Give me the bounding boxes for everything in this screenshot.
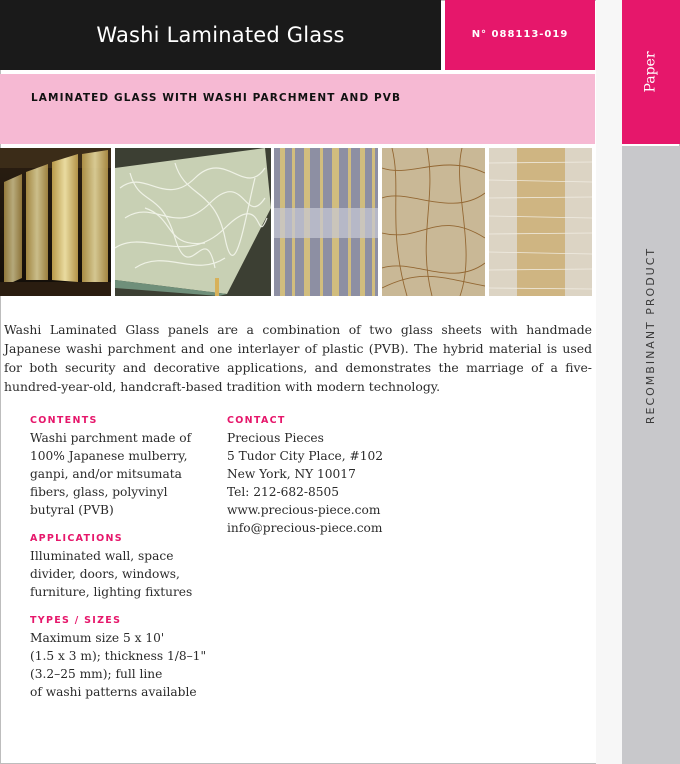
product-type-text: RECOMBINANT PRODUCT	[644, 246, 658, 424]
contents-line: Washi parchment made of	[30, 431, 192, 445]
contents-line: butyral (PVB)	[30, 503, 114, 517]
contents-label: CONTENTS	[30, 415, 98, 426]
contents-line: fibers, glass, polyvinyl	[30, 485, 168, 499]
details-right-column	[227, 413, 427, 549]
applications-line: divider, doors, windows,	[30, 567, 180, 581]
types-sizes-line: (3.2–25 mm); full line	[30, 667, 163, 681]
page-title: Washi Laminated Glass	[96, 23, 345, 47]
side-gutter	[596, 0, 622, 764]
photo-washi-pattern-grain	[489, 148, 592, 296]
applications-line: furniture, lighting fixtures	[30, 585, 193, 599]
photo-glass-slab	[115, 148, 271, 296]
category-text: Paper	[642, 51, 659, 93]
contact-company: Precious Pieces	[227, 431, 324, 445]
page-subtitle: LAMINATED GLASS WITH WASHI PARCHMENT AND PVB	[31, 92, 402, 104]
contact-email: info@precious-piece.com	[227, 521, 383, 535]
contents-line: 100% Japanese mulberry,	[30, 449, 188, 463]
product-number: N° 088113-019	[471, 29, 569, 40]
contact-phone: Tel: 212-682-8505	[227, 485, 340, 499]
product-type-label	[629, 170, 673, 500]
contact-city: New York, NY 10017	[227, 467, 356, 481]
photo-washi-pattern-fibers	[382, 148, 485, 296]
contact-label: CONTACT	[227, 415, 286, 426]
applications-line: Illuminated wall, space	[30, 549, 174, 563]
applications-section	[30, 531, 220, 601]
types-sizes-section	[30, 613, 220, 701]
details-left-column	[30, 413, 220, 713]
contents-section	[30, 413, 220, 519]
applications-label: APPLICATIONS	[30, 533, 123, 544]
types-sizes-line: (1.5 x 3 m); thickness 1/8–1"	[30, 649, 207, 663]
intro-paragraph: Washi Laminated Glass panels are a combination of two glass sheets with handmade Japanese washi parchment and one interlayer of plastic (PVB). The hybrid material is used for both security and decorative applications, and demonstrates the marriage of a five-hundred-year-old, handcraft-based tradition with modern technology.	[4, 322, 592, 394]
contact-address: 5 Tudor City Place, #102	[227, 449, 383, 463]
types-sizes-line: of washi patterns available	[30, 685, 197, 699]
photo-washi-pattern-stripes	[274, 148, 378, 296]
contact-section	[227, 413, 427, 537]
types-sizes-line: Maximum size 5 x 10'	[30, 631, 165, 645]
contents-line: ganpi, and/or mitsumata	[30, 467, 182, 481]
types-sizes-label: TYPES / SIZES	[30, 615, 122, 626]
category-label	[629, 50, 673, 94]
photo-illuminated-wall	[0, 148, 111, 296]
contact-website: www.precious-piece.com	[227, 503, 381, 517]
